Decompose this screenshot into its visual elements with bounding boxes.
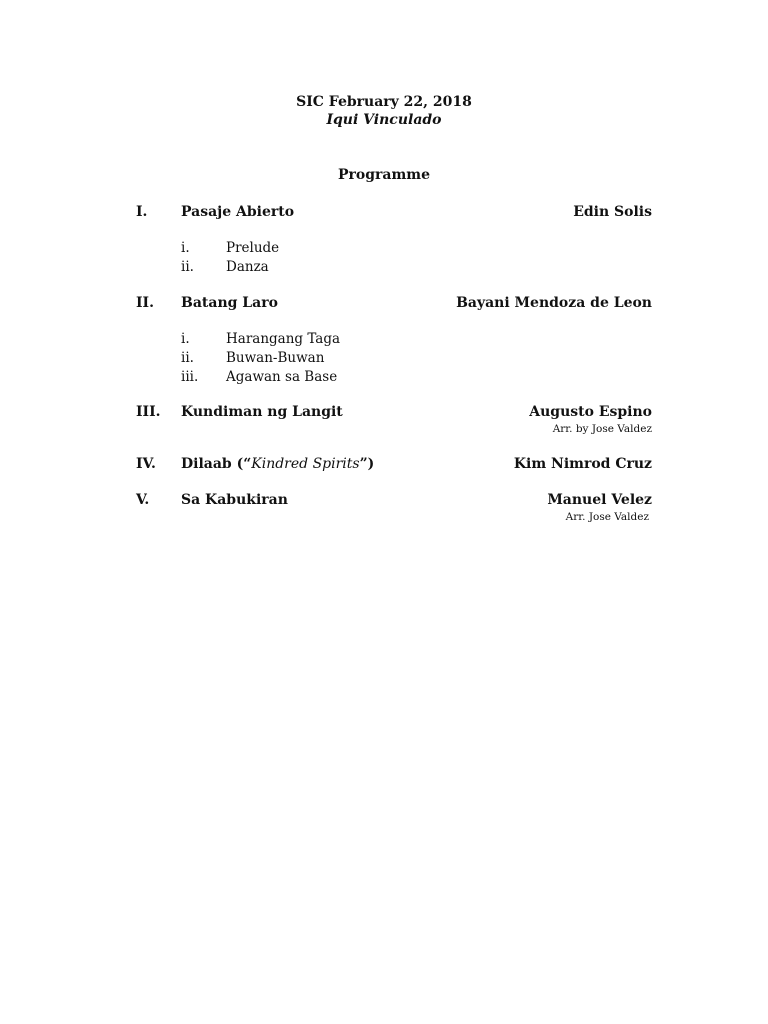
work-title-italic: Kindred Spirits [251, 456, 360, 472]
arranger-credit: Arr. by Jose Valdez [552, 423, 652, 435]
movement-number: iii. [181, 369, 199, 385]
movement-item [0, 239, 768, 257]
work-title: Sa Kabukiran [181, 492, 288, 508]
composer-name: Bayani Mendoza de Leon [456, 295, 652, 311]
movement-name: Harangang Taga [226, 331, 341, 347]
arranger-credit: Arr. Jose Valdez [565, 511, 649, 523]
item-numeral: II. [136, 295, 154, 311]
document-subtitle: Iqui Vinculado [326, 112, 442, 128]
programme-item-1 [0, 203, 768, 221]
programme-item-2 [0, 294, 768, 312]
movement-item [0, 258, 768, 276]
movement-number: ii. [181, 350, 194, 366]
work-title-suffix: ”) [359, 456, 375, 472]
programme-item-5 [0, 491, 768, 523]
movement-number: i. [181, 240, 190, 256]
item-numeral: III. [136, 404, 161, 420]
movement-name: Danza [226, 259, 269, 275]
programme-item-3 [0, 403, 768, 435]
movement-name: Buwan-Buwan [226, 350, 325, 366]
composer-name: Manuel Velez [547, 492, 652, 508]
item-numeral: IV. [136, 456, 156, 472]
composer-name: Augusto Espino [529, 404, 652, 420]
document-title: SIC February 22, 2018 [296, 94, 472, 110]
work-title: Batang Laro [181, 295, 278, 311]
movement-name: Prelude [226, 240, 280, 256]
movement-item [0, 368, 768, 386]
work-title-prefix: Dilaab (“ [181, 456, 252, 472]
movement-number: i. [181, 331, 190, 347]
work-title [181, 455, 374, 473]
movement-item [0, 349, 768, 367]
movement-number: ii. [181, 259, 194, 275]
composer-name: Edin Solis [573, 204, 652, 220]
composer-name: Kim Nimrod Cruz [513, 456, 652, 472]
item-numeral: I. [136, 204, 148, 220]
movement-name: Agawan sa Base [226, 369, 338, 385]
programme-heading: Programme [337, 167, 430, 183]
work-title: Kundiman ng Langit [181, 404, 343, 420]
programme-item-4 [0, 455, 768, 473]
item-numeral: V. [136, 492, 150, 508]
work-title: Pasaje Abierto [181, 204, 295, 220]
movement-item [0, 330, 768, 348]
